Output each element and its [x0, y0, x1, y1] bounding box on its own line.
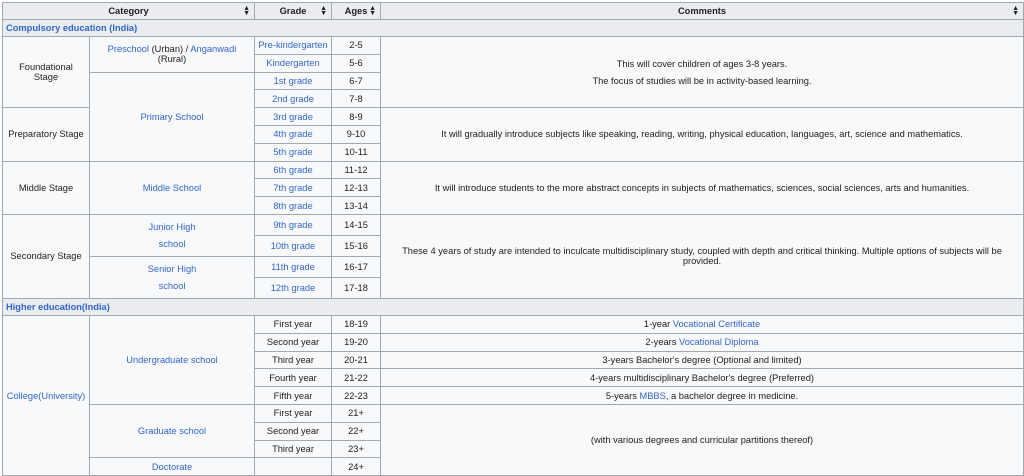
grade-cell[interactable]: 12th grade: [255, 277, 332, 298]
ages-cell: 9-10: [332, 125, 381, 143]
header-category[interactable]: Category ▲ ▼: [3, 3, 255, 20]
grade-cell: Third year: [255, 351, 332, 369]
ages-cell: 2-5: [332, 37, 381, 55]
ages-cell: 24+: [332, 458, 381, 476]
grade-cell: First year: [255, 315, 332, 333]
ages-cell: 19-20: [332, 333, 381, 351]
grade-cell[interactable]: 3rd grade: [255, 108, 332, 126]
ages-cell: 8-9: [332, 108, 381, 126]
comment-ug2: 2-years Vocational Diploma: [381, 333, 1024, 351]
ages-cell: 7-8: [332, 90, 381, 108]
ages-cell: 20-21: [332, 351, 381, 369]
school-graduate[interactable]: Graduate school: [90, 404, 255, 457]
ages-cell: 16-17: [332, 256, 381, 277]
preschool-link[interactable]: Preschool: [107, 44, 149, 55]
grade-cell: Fifth year: [255, 387, 332, 405]
section-compulsory[interactable]: Compulsory education (India): [3, 20, 1024, 37]
sort-icon[interactable]: ▲ ▼: [369, 5, 376, 17]
vocational-certificate-link[interactable]: Vocational Certificate: [672, 319, 761, 330]
grade-cell: Fourth year: [255, 369, 332, 387]
ages-cell: 11-12: [332, 161, 381, 179]
ages-cell: 17-18: [332, 277, 381, 298]
stage-foundational: Foundational Stage: [3, 37, 90, 108]
ages-cell: 21+: [332, 404, 381, 422]
grade-cell[interactable]: 7th grade: [255, 179, 332, 197]
grade-cell[interactable]: 6th grade: [255, 161, 332, 179]
header-ages[interactable]: Ages ▲ ▼: [332, 3, 381, 20]
sort-icon[interactable]: ▲ ▼: [243, 5, 250, 17]
table-row: [3, 315, 1024, 333]
table-row: [3, 404, 1024, 422]
sort-icon[interactable]: ▲ ▼: [320, 5, 327, 17]
comment-foundational: This will cover children of ages 3-8 years. The focus of studies will be in activity-based learning.: [381, 37, 1024, 108]
grade-cell: Second year: [255, 422, 332, 440]
ages-cell: 23+: [332, 440, 381, 458]
comment-ug4: 4-years multidisciplinary Bachelor's degree (Preferred): [381, 369, 1024, 387]
education-table: [2, 2, 1024, 476]
ages-cell: 5-6: [332, 54, 381, 72]
grade-cell[interactable]: Pre-kindergarten: [255, 37, 332, 55]
header-row: [3, 3, 1024, 20]
school-senior-high[interactable]: Senior High school: [90, 256, 255, 298]
stage-college[interactable]: College(University): [3, 315, 90, 475]
ages-cell: 22-23: [332, 387, 381, 405]
comment-middle: It will introduce students to the more abstract concepts in subjects of mathematics, sciences, social sciences, arts and humanities.: [381, 161, 1024, 214]
ages-cell: 22+: [332, 422, 381, 440]
sort-icon[interactable]: ▲ ▼: [1012, 5, 1019, 17]
grade-cell: Second year: [255, 333, 332, 351]
ages-cell: 10-11: [332, 143, 381, 161]
school-primary[interactable]: Primary School: [90, 72, 255, 161]
ages-cell: 14-15: [332, 214, 381, 235]
table-row: [3, 214, 1024, 235]
grade-cell[interactable]: Kindergarten: [255, 54, 332, 72]
ages-cell: 13-14: [332, 197, 381, 215]
school-doctorate[interactable]: Doctorate: [90, 458, 255, 476]
ages-cell: 18-19: [332, 315, 381, 333]
table-row: [3, 161, 1024, 179]
comment-graduate: (with various degrees and curricular partitions thereof): [381, 404, 1024, 475]
stage-secondary: Secondary Stage: [3, 214, 90, 298]
comment-ug1: 1-year Vocational Certificate: [381, 315, 1024, 333]
section-row: [3, 298, 1024, 315]
ages-cell: 6-7: [332, 72, 381, 90]
grade-cell[interactable]: 4th grade: [255, 125, 332, 143]
grade-cell[interactable]: 11th grade: [255, 256, 332, 277]
grade-cell: Third year: [255, 440, 332, 458]
section-row: [3, 20, 1024, 37]
header-comments[interactable]: Comments ▲ ▼: [381, 3, 1024, 20]
school-preschool: Preschool (Urban) / Anganwadi (Rural): [90, 37, 255, 73]
ages-cell: 21-22: [332, 369, 381, 387]
grade-cell[interactable]: 1st grade: [255, 72, 332, 90]
vocational-diploma-link[interactable]: Vocational Diploma: [679, 337, 759, 348]
mbbs-link[interactable]: MBBS: [639, 390, 666, 401]
school-middle[interactable]: Middle School: [90, 161, 255, 214]
grade-cell: First year: [255, 404, 332, 422]
comment-preparatory: It will gradually introduce subjects like speaking, reading, writing, physical education, languages, art, science and mathematics.: [381, 108, 1024, 161]
ages-cell: 15-16: [332, 235, 381, 256]
stage-middle: Middle Stage: [3, 161, 90, 214]
grade-cell[interactable]: 2nd grade: [255, 90, 332, 108]
anganwadi-link[interactable]: Anganwadi: [190, 44, 237, 55]
grade-cell[interactable]: 9th grade: [255, 214, 332, 235]
school-undergrad[interactable]: Undergraduate school: [90, 315, 255, 404]
grade-cell[interactable]: 8th grade: [255, 197, 332, 215]
stage-preparatory: Preparatory Stage: [3, 108, 90, 161]
table-row: [3, 37, 1024, 55]
school-junior-high[interactable]: Junior High school: [90, 214, 255, 256]
ages-cell: 12-13: [332, 179, 381, 197]
grade-cell[interactable]: 5th grade: [255, 143, 332, 161]
header-grade[interactable]: Grade ▲ ▼: [255, 3, 332, 20]
section-higher[interactable]: Higher education(India): [3, 298, 1024, 315]
comment-ug5: 5-years MBBS, a bachelor degree in medicine.: [381, 387, 1024, 405]
comment-secondary: These 4 years of study are intended to inculcate multidisciplinary study, coupled with depth and critical thinking. Multiple options of subjects will be provided.: [381, 214, 1024, 298]
grade-cell: [255, 458, 332, 476]
grade-cell[interactable]: 10th grade: [255, 235, 332, 256]
comment-ug3: 3-years Bachelor's degree (Optional and limited): [381, 351, 1024, 369]
